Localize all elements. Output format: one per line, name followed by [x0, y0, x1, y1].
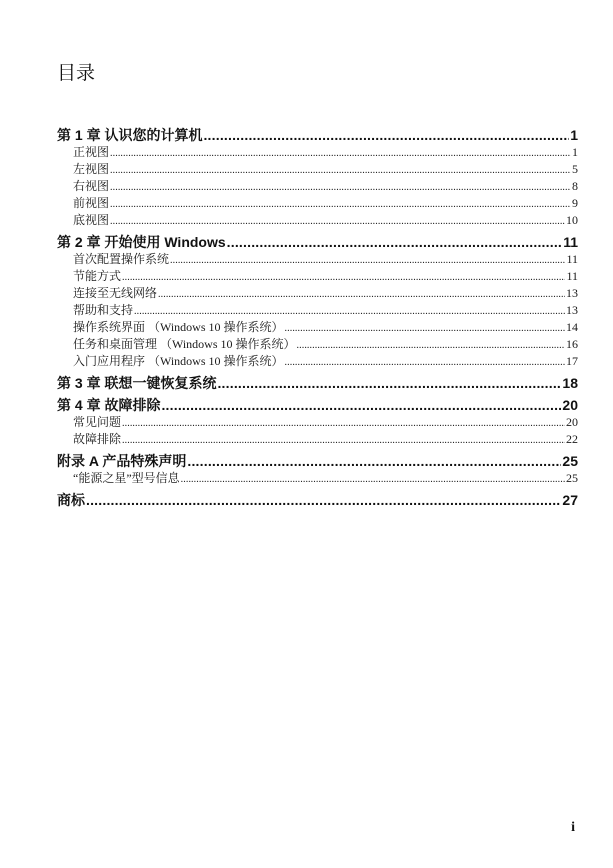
dot-leader — [110, 162, 571, 178]
toc-section[interactable] — [57, 144, 578, 161]
dot-leader — [110, 213, 565, 229]
dot-leader — [297, 337, 565, 353]
toc-chapter-1[interactable] — [57, 126, 578, 144]
dot-leader — [170, 252, 565, 268]
section-page-number: 10 — [566, 213, 578, 227]
toc-section[interactable] — [57, 161, 578, 178]
page-number: i — [571, 820, 575, 835]
toc-section[interactable] — [57, 285, 578, 302]
section-title: 首次配置操作系统 — [73, 252, 170, 266]
chapter-page-number: 11 — [563, 234, 578, 250]
section-page-number: 22 — [566, 432, 578, 446]
section-page-number: 5 — [572, 162, 578, 176]
table-of-contents — [57, 126, 578, 509]
toc-chapter-4[interactable] — [57, 396, 578, 414]
dot-leader — [110, 179, 571, 195]
toc-section[interactable] — [57, 212, 578, 229]
dot-leader — [203, 126, 569, 144]
section-title: 常见问题 — [73, 415, 122, 429]
dot-leader — [187, 452, 561, 470]
section-title: 节能方式 — [73, 269, 122, 283]
section-title: 连接至无线网络 — [73, 286, 158, 300]
toc-section[interactable] — [57, 353, 578, 370]
dot-leader — [158, 286, 565, 302]
chapter-title: 第 2 章 开始使用 Windows — [57, 234, 226, 250]
toc-section[interactable] — [57, 268, 578, 285]
section-title: 故障排除 — [73, 432, 122, 446]
section-title: 前视图 — [73, 196, 110, 210]
section-page-number: 9 — [572, 196, 578, 210]
section-page-number: 13 — [566, 303, 578, 317]
dot-leader — [217, 374, 561, 392]
section-page-number: 14 — [566, 320, 578, 334]
toc-chapter-2[interactable] — [57, 233, 578, 251]
dot-leader — [122, 269, 565, 285]
dot-leader — [110, 145, 571, 161]
chapter-title: 第 4 章 故障排除 — [57, 397, 161, 413]
dot-leader — [181, 471, 565, 487]
chapter-title: 商标 — [57, 492, 85, 508]
section-page-number: 25 — [566, 471, 578, 485]
toc-trademarks[interactable] — [57, 491, 578, 509]
dot-leader — [227, 233, 563, 251]
section-page-number: 11 — [566, 252, 578, 266]
section-page-number: 16 — [566, 337, 578, 351]
section-title: 底视图 — [73, 213, 110, 227]
section-title: 任务和桌面管理 （Windows 10 操作系统） — [73, 337, 296, 351]
section-title: “能源之星”型号信息 — [73, 471, 180, 485]
toc-section[interactable] — [57, 414, 578, 431]
section-page-number: 20 — [566, 415, 578, 429]
toc-section[interactable] — [57, 431, 578, 448]
section-title: 帮助和支持 — [73, 303, 134, 317]
dot-leader — [285, 354, 565, 370]
chapter-page-number: 27 — [562, 492, 578, 508]
toc-section[interactable] — [57, 251, 578, 268]
chapter-page-number: 25 — [562, 453, 578, 469]
chapter-title: 附录 A 产品特殊声明 — [57, 453, 187, 469]
page-title: 目录 — [57, 62, 96, 84]
section-page-number: 17 — [566, 354, 578, 368]
toc-section[interactable] — [57, 302, 578, 319]
section-title: 入门应用程序 （Windows 10 操作系统） — [73, 354, 284, 368]
dot-leader — [161, 396, 561, 414]
dot-leader — [110, 196, 571, 212]
toc-section[interactable] — [57, 178, 578, 195]
dot-leader — [122, 415, 565, 431]
section-page-number: 13 — [566, 286, 578, 300]
chapter-title: 第 3 章 联想一键恢复系统 — [57, 375, 217, 391]
dot-leader — [285, 320, 565, 336]
toc-appendix-a[interactable] — [57, 452, 578, 470]
chapter-page-number: 20 — [562, 397, 578, 413]
dot-leader — [134, 303, 565, 319]
section-title: 操作系统界面 （Windows 10 操作系统） — [73, 320, 284, 334]
toc-section[interactable] — [57, 195, 578, 212]
section-title: 左视图 — [73, 162, 110, 176]
dot-leader — [122, 432, 565, 448]
chapter-page-number: 1 — [570, 127, 578, 143]
dot-leader — [86, 491, 561, 509]
toc-section[interactable] — [57, 336, 578, 353]
chapter-page-number: 18 — [562, 375, 578, 391]
toc-section[interactable] — [57, 319, 578, 336]
toc-chapter-3[interactable] — [57, 374, 578, 392]
section-page-number: 11 — [566, 269, 578, 283]
toc-section[interactable] — [57, 470, 578, 487]
chapter-title: 第 1 章 认识您的计算机 — [57, 127, 203, 143]
section-title: 正视图 — [73, 145, 110, 159]
section-page-number: 8 — [572, 179, 578, 193]
section-page-number: 1 — [572, 145, 578, 159]
section-title: 右视图 — [73, 179, 110, 193]
